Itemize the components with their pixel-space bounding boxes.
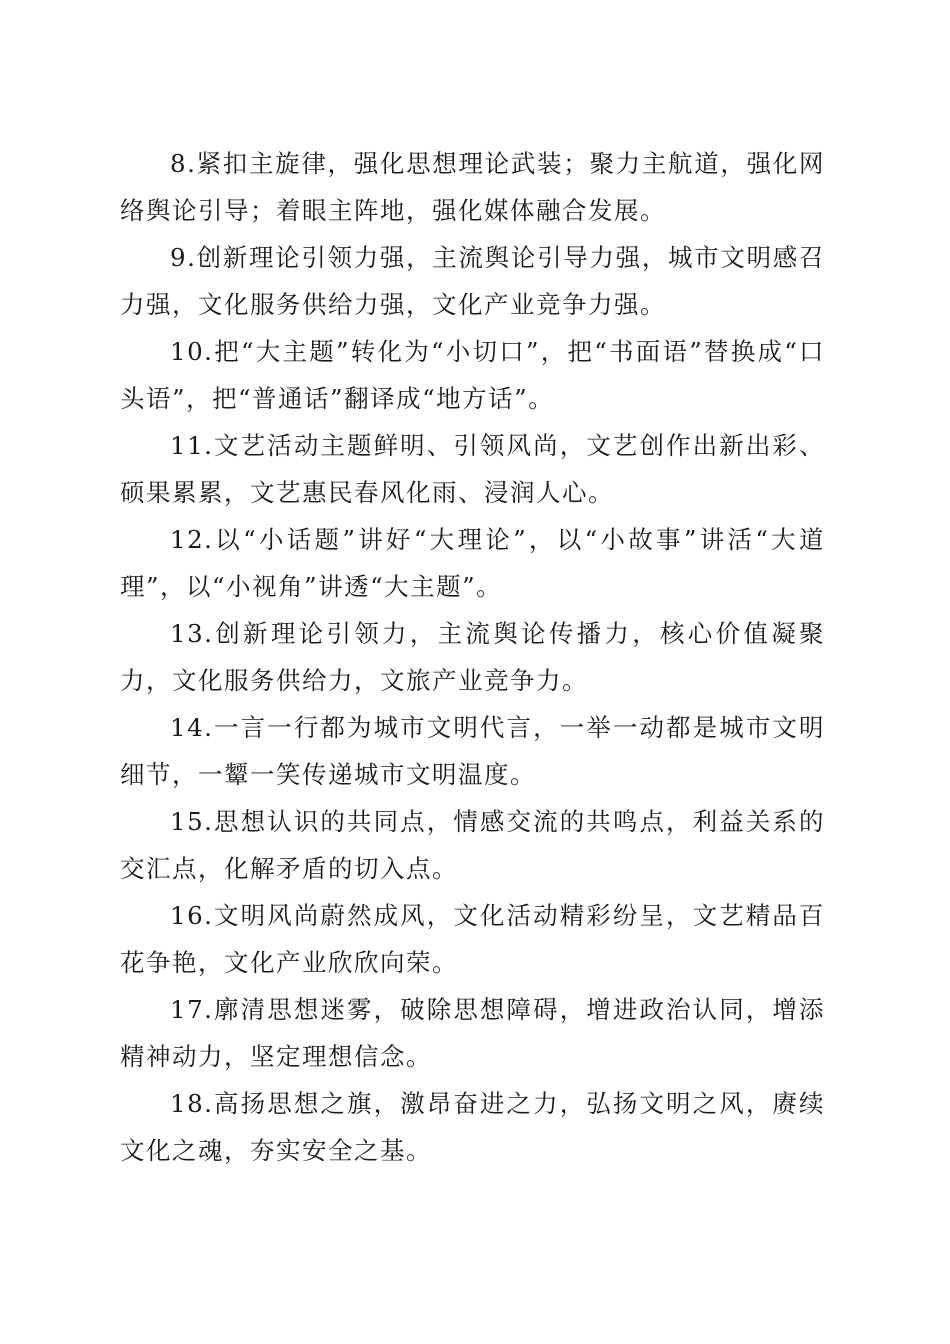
paragraph-12: 12.以“小话题”讲好“大理论”，以“小故事”讲活“大道理”，以“小视角”讲透“大主题”。 — [120, 525, 825, 601]
paragraph-10: 10.把“大主题”转化为“小切口”，把“书面语”替换成“口头语”，把“普通话”翻译成“地方话”。 — [120, 337, 825, 413]
paragraph-15: 15.思想认识的共同点，情感交流的共鸣点，利益关系的交汇点，化解矛盾的切入点。 — [120, 807, 825, 883]
paragraph-9: 9.创新理论引领力强，主流舆论引导力强，城市文明感召力强，文化服务供给力强，文化产业竞争力强。 — [120, 243, 825, 319]
paragraph-16: 16.文明风尚蔚然成风，文化活动精彩纷呈，文艺精品百花争艳，文化产业欣欣向荣。 — [120, 901, 825, 977]
document-body — [120, 140, 825, 1174]
paragraph-8: 8.紧扣主旋律，强化思想理论武装；聚力主航道，强化网络舆论引导；着眼主阵地，强化媒体融合发展。 — [120, 149, 825, 225]
paragraph-14: 14.一言一行都为城市文明代言，一举一动都是城市文明细节，一颦一笑传递城市文明温度。 — [120, 713, 825, 789]
paragraph-18: 18.高扬思想之旗，激昂奋进之力，弘扬文明之风，赓续文化之魂，夯实安全之基。 — [120, 1089, 825, 1165]
paragraph-13: 13.创新理论引领力，主流舆论传播力，核心价值凝聚力，文化服务供给力，文旅产业竞争力。 — [120, 619, 825, 695]
paragraph-11: 11.文艺活动主题鲜明、引领风尚，文艺创作出新出彩、硕果累累，文艺惠民春风化雨、浸润人心。 — [120, 431, 825, 507]
paragraph-17: 17.廓清思想迷雾，破除思想障碍，增进政治认同，增添精神动力，坚定理想信念。 — [120, 995, 825, 1071]
